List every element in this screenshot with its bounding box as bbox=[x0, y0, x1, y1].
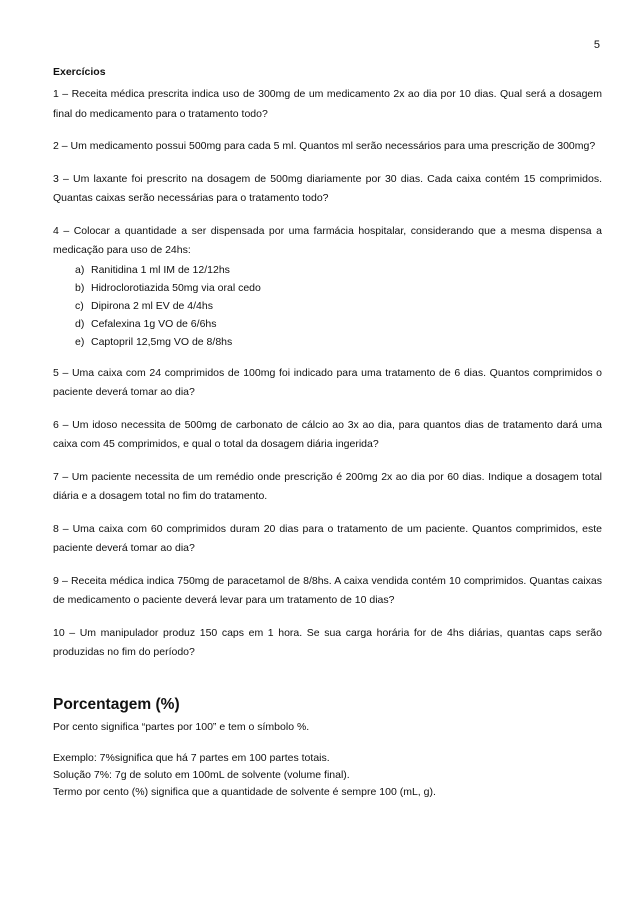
percent-intro: Por cento significa “partes por 100” e tem o símbolo %. bbox=[53, 720, 310, 733]
section-heading: Porcentagem (%) bbox=[53, 695, 180, 713]
list-letter: e) bbox=[75, 335, 85, 348]
list-item bbox=[75, 315, 602, 333]
list-item-text: Captopril 12,5mg VO de 8/8hs bbox=[91, 335, 233, 348]
list-item bbox=[75, 333, 602, 351]
percent-example: Exemplo: 7%significa que há 7 partes em 100 partes totais. bbox=[53, 751, 330, 764]
percent-solution: Solução 7%: 7g de soluto em 100mL de solvente (volume final). bbox=[53, 768, 350, 781]
exercises-title: Exercícios bbox=[53, 66, 106, 78]
page-number: 5 bbox=[593, 39, 600, 51]
exercise-5: 5 – Uma caixa com 24 comprimidos de 100mg foi indicado para uma tratamento de 6 dias. Quantos comprimidos o paciente deverá tomar ao dia? bbox=[53, 366, 602, 398]
exercise-4: 4 – Colocar a quantidade a ser dispensada por uma farmácia hospitalar, considerando que a mesma dispensa a medicação para uso de 24hs: bbox=[53, 224, 602, 256]
list-item-text: Cefalexina 1g VO de 6/6hs bbox=[91, 317, 217, 330]
list-letter: d) bbox=[75, 317, 85, 330]
exercise-10: 10 – Um manipulador produz 150 caps em 1 hora. Se sua carga horária for de 4hs diárias, quantas caps serão produzidas no fim do período? bbox=[53, 626, 602, 658]
list-letter: a) bbox=[75, 263, 85, 276]
percent-term: Termo por cento (%) significa que a quantidade de solvente é sempre 100 (mL, g). bbox=[53, 785, 436, 798]
list-item bbox=[75, 261, 602, 279]
exercise-7: 7 – Um paciente necessita de um remédio onde prescrição é 200mg 2x ao dia por 60 dias. Indique a dosagem total diária e a dosagem total no fim do tratamento. bbox=[53, 470, 602, 502]
list-letter: c) bbox=[75, 299, 84, 312]
list-item-text: Hidroclorotiazida 50mg via oral cedo bbox=[91, 281, 261, 294]
list-letter: b) bbox=[75, 281, 85, 294]
document-body bbox=[53, 64, 602, 801]
exercise-8: 8 – Uma caixa com 60 comprimidos duram 20 dias para o tratamento de um paciente. Quantos comprimidos, este paciente deverá tomar ao dia? bbox=[53, 522, 602, 554]
exercise-1: 1 – Receita médica prescrita indica uso de 300mg de um medicamento 2x ao dia por 10 dias. Qual será a dosagem final do medicamento para o tratamento todo? bbox=[53, 88, 602, 120]
list-item bbox=[75, 279, 602, 297]
exercise-9: 9 – Receita médica indica 750mg de paracetamol de 8/8hs. A caixa vendida contém 10 comprimidos. Quantas caixas de medicamento o paciente deverá levar para um tratamento de 10 dias? bbox=[53, 574, 602, 606]
list-item-text: Dipirona 2 ml EV de 4/4hs bbox=[91, 299, 213, 312]
list-item bbox=[75, 297, 602, 315]
exercise-6: 6 – Um idoso necessita de 500mg de carbonato de cálcio ao 3x ao dia, para quantos dias de tratamento dará uma caixa com 45 comprimidos, e qual o total da dosagem diária ingerida? bbox=[53, 418, 602, 450]
exercise-3: 3 – Um laxante foi prescrito na dosagem de 500mg diariamente por 30 dias. Cada caixa contém 15 comprimidos. Quantas caixas serão necessárias para o tratamento todo? bbox=[53, 172, 602, 204]
exercise-2: 2 – Um medicamento possui 500mg para cada 5 ml. Quantos ml serão necessários para uma prescrição de 300mg? bbox=[53, 140, 596, 152]
list-item-text: Ranitidina 1 ml IM de 12/12hs bbox=[91, 263, 230, 276]
exercise-4-list bbox=[53, 261, 602, 351]
